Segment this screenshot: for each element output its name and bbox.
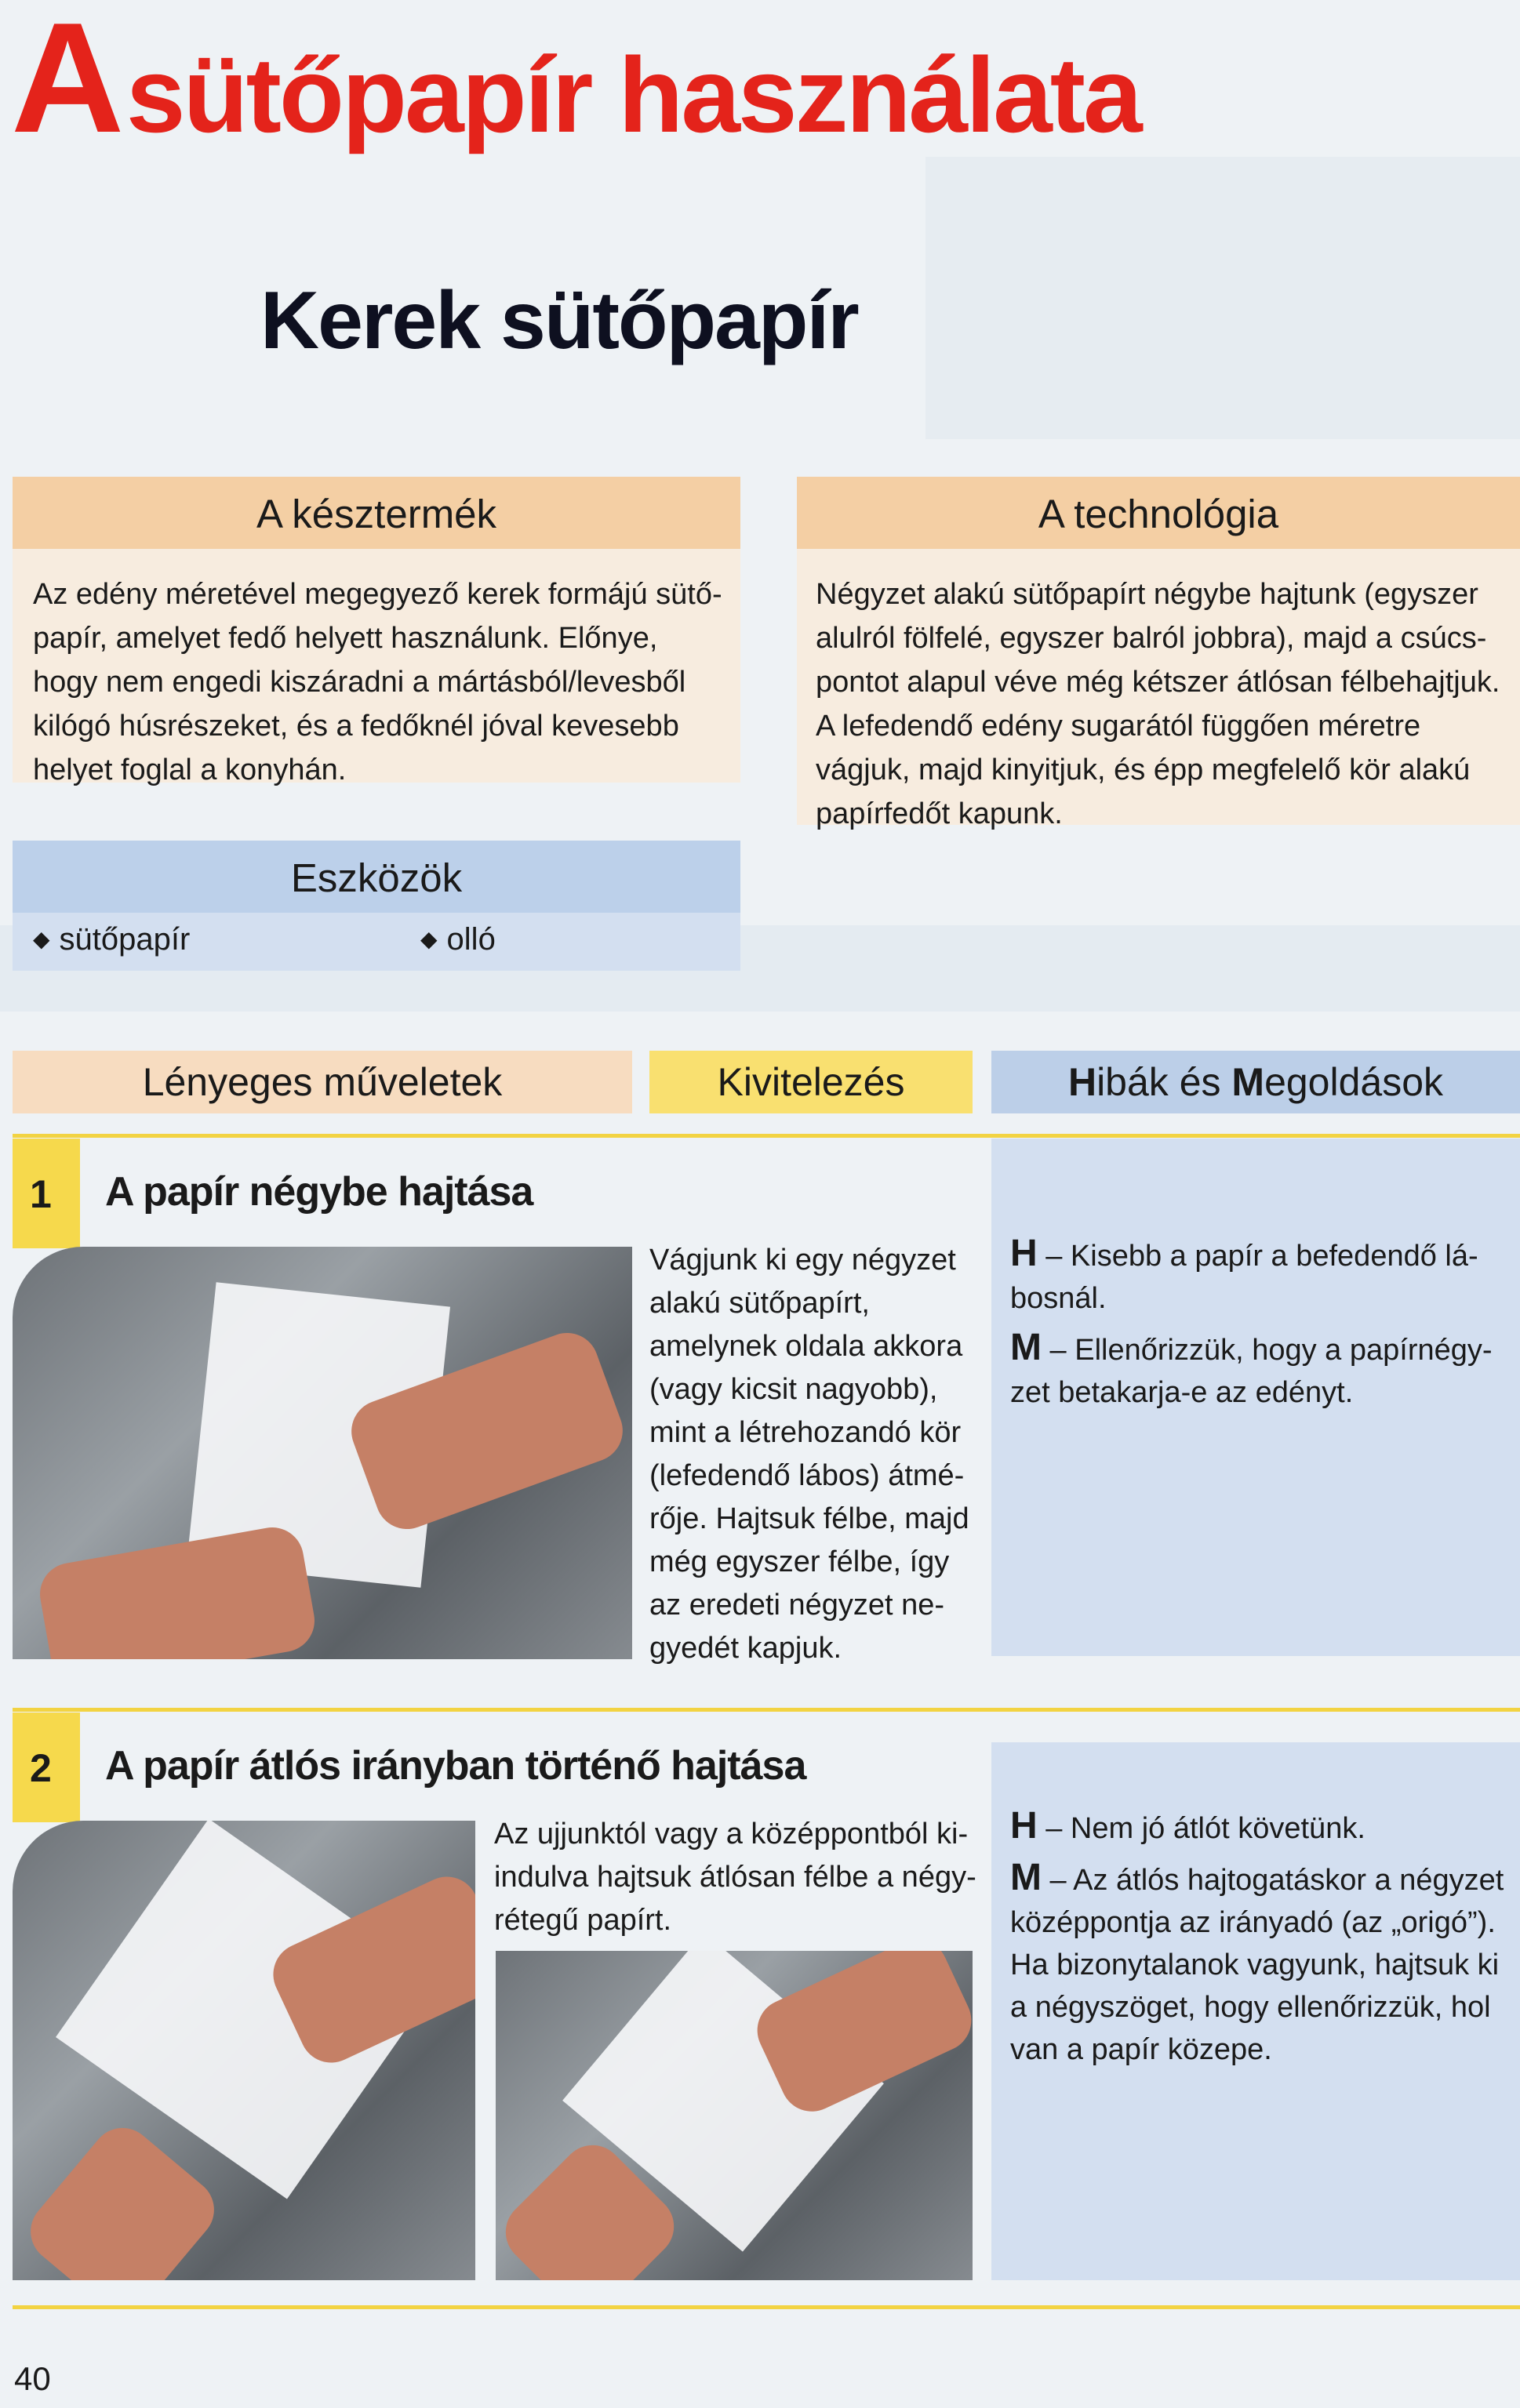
text-line: rője. Hajtsuk félbe, majd (649, 1502, 969, 1535)
step-photo-folding-square (13, 1247, 632, 1659)
solution-line: van a papír közepe. (1010, 2033, 1272, 2066)
text-line: Négyzet alakú sütőpapírt négybe hajtunk (egyszer (816, 578, 1478, 611)
tool-item-label: olló (446, 922, 496, 957)
step-description (494, 1813, 980, 1942)
page-title (11, 0, 1140, 165)
step-photo-diagonal-fold-b (496, 1951, 973, 2280)
diamond-bullet-icon: ◆ (33, 927, 50, 951)
tool-item (420, 922, 496, 957)
solution-line: középpontja az irányadó (az „origó”). (1010, 1906, 1496, 1939)
text-line: pontot alapul véve még kétszer átlósan félbehajtjuk. (816, 666, 1500, 699)
problems-m-letter: M (1231, 1060, 1265, 1104)
hand-shape (18, 2116, 227, 2280)
panel-tools-heading: Eszközök (290, 855, 463, 900)
panel-finished-product-text (33, 572, 731, 792)
panel-technology-text (816, 572, 1514, 836)
step-title: A papír négybe hajtása (105, 1169, 533, 1215)
diamond-bullet-icon: ◆ (420, 927, 438, 951)
solution-entry (1010, 1327, 1512, 1414)
step-problems-box (991, 1742, 1520, 2280)
text-line: rétegű papírt. (494, 1904, 672, 1937)
text-line: (vagy kicsit nagyobb), (649, 1373, 938, 1406)
divider-line (13, 1134, 1520, 1138)
problem-text: – Kisebb a papír a befedendő lá- (1045, 1240, 1478, 1273)
problem-line (1010, 1233, 1512, 1277)
problem-letter: H (1010, 1233, 1038, 1274)
step-photo-diagonal-fold-a (13, 1821, 475, 2280)
text-line: (lefedendő lábos) átmé- (649, 1459, 965, 1492)
text-line: amelynek oldala akkora (649, 1330, 963, 1363)
problems-mid: ibák és (1096, 1060, 1232, 1104)
page-number: 40 (14, 2360, 51, 2397)
text-line: Vágjunk ki egy négyzet (649, 1244, 956, 1277)
problem-letter: H (1010, 1805, 1038, 1847)
problems-h-letter: H (1067, 1060, 1097, 1104)
tool-item (33, 922, 190, 957)
column-header-problems (991, 1051, 1520, 1113)
solution-entry (1010, 1857, 1512, 2071)
solution-line: Ha bizonytalanok vagyunk, hajtsuk ki (1010, 1949, 1500, 1981)
problem-line (1010, 1805, 1512, 1850)
text-line: kilógó húsrészeket, és a fedőknél jóval kevesebb (33, 710, 679, 743)
solution-line (1010, 1327, 1512, 1371)
column-header-execution: Kivitelezés (649, 1051, 973, 1113)
divider-line (13, 1708, 1520, 1712)
text-line: gyedét kapjuk. (649, 1632, 842, 1665)
solution-letter: M (1010, 1327, 1042, 1368)
panel-technology (797, 477, 1520, 830)
solution-line: a négyszöget, hogy ellenőrizzük, hol (1010, 1991, 1491, 2024)
text-line: papír, amelyet fedő helyett használunk. Előnye, (33, 622, 658, 655)
panel-finished-product (13, 477, 740, 786)
panel-tools (13, 841, 740, 971)
panel-technology-heading: A technológia (1038, 492, 1279, 536)
panel-finished-product-heading: A késztermék (256, 492, 497, 536)
tool-item-label: sütőpapír (59, 922, 191, 957)
solution-line (1010, 1857, 1512, 1901)
text-line: A lefedendő edény sugarától függően méretre (816, 710, 1421, 743)
step-number: 1 (30, 1172, 52, 1216)
solution-text: – Az átlós hajtogatáskor a négyzet (1049, 1864, 1504, 1897)
step-description (649, 1239, 979, 1670)
text-line: hogy nem engedi kiszáradni a mártásból/levesből (33, 666, 686, 699)
solution-line: zet betakarja-e az edényt. (1010, 1376, 1354, 1409)
text-line: Az edény méretével megegyező kerek formájú sütő- (33, 578, 722, 611)
text-line: helyet foglal a konyhán. (33, 754, 347, 786)
step-title: A papír átlós irányban történő hajtása (105, 1743, 806, 1789)
divider-line (13, 2305, 1520, 2309)
text-line: Az ujjunktól vagy a középpontból ki- (494, 1818, 969, 1850)
text-line: vágjuk, majd kinyitjuk, és épp megfelelő kör alakú (816, 754, 1471, 786)
text-line: mint a létrehozandó kör (649, 1416, 962, 1449)
page-title-rest: sütőpapír használata (125, 35, 1140, 154)
page-title-initial: A (11, 0, 123, 165)
step-problems-box (991, 1139, 1520, 1656)
problems-end: egoldások (1264, 1060, 1444, 1104)
background-shade (925, 157, 1520, 439)
problem-entry (1010, 1233, 1512, 1320)
problem-entry (1010, 1805, 1512, 1850)
solution-text: – Ellenőrizzük, hogy a papírnégy- (1049, 1334, 1493, 1367)
text-line: indulva hajtsuk átlósan félbe a négy- (494, 1861, 976, 1894)
problem-text: – Nem jó átlót követünk. (1045, 1812, 1365, 1845)
step-number: 2 (30, 1746, 52, 1790)
solution-letter: M (1010, 1857, 1042, 1898)
hand-shape (35, 1523, 320, 1659)
text-line: az eredeti négyzet ne- (649, 1589, 945, 1622)
text-line: alulról fölfelé, egyszer balról jobbra), majd a csúcs- (816, 622, 1487, 655)
problem-line: bosnál. (1010, 1282, 1107, 1315)
text-line: papírfedőt kapunk. (816, 797, 1063, 830)
page-subtitle: Kerek sütőpapír (260, 275, 858, 366)
column-header-operations: Lényeges műveletek (13, 1051, 632, 1113)
text-line: még egyszer félbe, így (649, 1545, 950, 1578)
text-line: alakú sütőpapírt, (649, 1287, 870, 1320)
